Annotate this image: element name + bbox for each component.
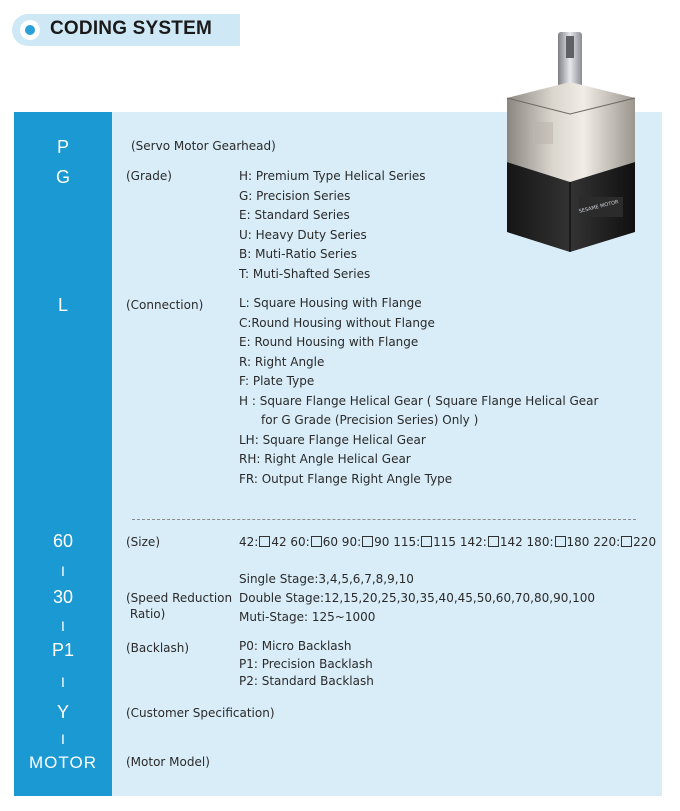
backlash-label: (Backlash) <box>126 641 190 655</box>
size-text: 220 <box>633 535 657 549</box>
ratio-options <box>239 570 595 627</box>
backlash-option: P0: Micro Backlash <box>239 639 352 653</box>
page-title: CODING SYSTEM <box>50 18 213 39</box>
code-separator: I <box>61 563 65 579</box>
gearhead-image <box>495 32 645 252</box>
code-separator: I <box>61 618 65 634</box>
size-text: 115 142: <box>433 535 487 549</box>
square-icon <box>362 536 373 547</box>
square-icon <box>621 536 632 547</box>
custom-label: (Customer Specification) <box>126 706 275 720</box>
code-l: L <box>57 295 68 315</box>
ratio-label-line: Ratio) <box>126 607 166 621</box>
backlash-options <box>239 638 374 691</box>
square-icon <box>555 536 566 547</box>
code-g: G <box>55 167 70 187</box>
connection-option: FR: Output Flange Right Angle Type <box>239 471 453 486</box>
backlash-option: P2: Standard Backlash <box>239 674 374 688</box>
square-icon <box>421 536 432 547</box>
connection-option: R: Right Angle <box>239 354 325 369</box>
code-backlash: P1 <box>51 640 75 660</box>
section-header <box>12 14 240 46</box>
connection-option: C:Round Housing without Flange <box>239 315 435 330</box>
grade-option: G: Precision Series <box>239 188 351 203</box>
grade-options <box>239 167 426 284</box>
size-text: 90 115: <box>374 535 421 549</box>
connection-option: RH: Right Angle Helical Gear <box>239 452 411 466</box>
grade-option: E: Standard Series <box>239 208 350 222</box>
connection-option: F: Plate Type <box>239 374 315 388</box>
code-column <box>14 112 112 796</box>
p-label: (Servo Motor Gearhead) <box>131 139 276 153</box>
connection-option: L: Square Housing with Flange <box>239 296 422 310</box>
square-icon <box>311 536 322 547</box>
connection-option: E: Round Housing with Flange <box>239 335 419 349</box>
connection-label: (Connection) <box>126 298 204 312</box>
code-ratio: 30 <box>52 587 74 607</box>
grade-option: U: Heavy Duty Series <box>239 227 367 242</box>
size-label: (Size) <box>126 535 160 549</box>
square-icon <box>488 536 499 547</box>
dotted-divider <box>132 519 636 520</box>
code-separator: I <box>61 731 65 747</box>
grade-option: B: Muti-Ratio Series <box>239 247 357 261</box>
code-p: P <box>56 137 69 157</box>
code-size: 60 <box>52 531 74 551</box>
connection-options <box>239 294 598 489</box>
size-text: 42: <box>239 535 259 549</box>
size-text: 142 180: <box>499 535 554 549</box>
square-icon <box>259 536 270 547</box>
backlash-option: P1: Precision Backlash <box>239 656 373 671</box>
ratio-option: Muti-Stage: 125~1000 <box>239 610 376 624</box>
code-motor: MOTOR <box>29 753 97 772</box>
code-separator: I <box>61 674 65 690</box>
motor-label: (Motor Model) <box>126 755 210 769</box>
bullet-icon <box>20 20 40 40</box>
ratio-label <box>126 590 232 622</box>
ratio-option: Double Stage:12,15,20,25,30,35,40,45,50,60,70,80,90,100 <box>239 591 596 605</box>
ratio-label-line: (Speed Reduction <box>126 591 233 605</box>
size-text: 180 220: <box>566 535 621 549</box>
grade-label: (Grade) <box>126 169 172 183</box>
size-options <box>239 535 656 549</box>
ratio-option: Single Stage:3,4,5,6,7,8,9,10 <box>239 572 414 586</box>
size-text: 42 60: <box>271 535 310 549</box>
connection-option: for G Grade (Precision Series) Only ) <box>261 413 479 427</box>
code-custom: Y <box>56 702 69 722</box>
grade-option: T: Muti-Shafted Series <box>239 266 371 281</box>
product-brand: SESAME MOTOR <box>578 199 620 215</box>
grade-option: H: Premium Type Helical Series <box>239 169 426 183</box>
size-text: 60 90: <box>322 535 362 549</box>
connection-option: LH: Square Flange Helical Gear <box>239 432 426 447</box>
connection-option: H : Square Flange Helical Gear ( Square Flange Helical Gear <box>239 393 599 408</box>
